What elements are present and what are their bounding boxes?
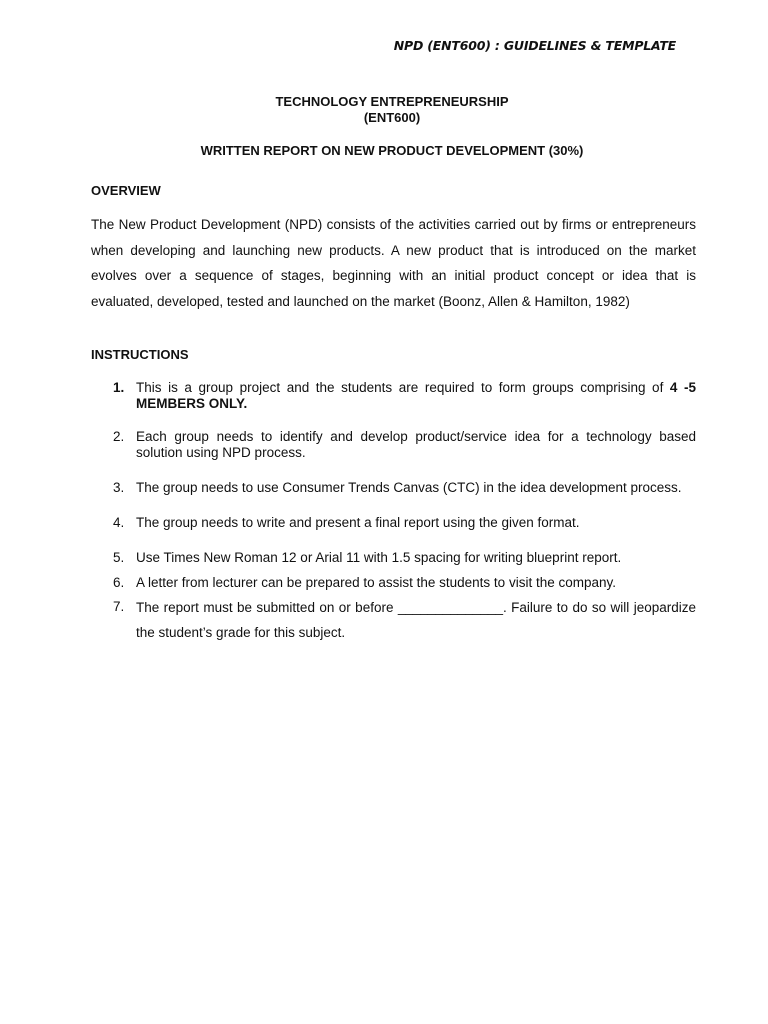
- list-item-number: 3.: [113, 480, 125, 495]
- list-item-text: A letter from lecturer can be prepared to assist the students to visit the company.: [136, 575, 616, 590]
- course-code: (ENT600): [363, 110, 421, 125]
- instructions-heading: INSTRUCTIONS: [91, 347, 189, 362]
- list-item-number: 5.: [113, 550, 125, 565]
- list-item-text: Use Times New Roman 12 or Arial 11 with 1.5 spacing for writing blueprint report.: [136, 550, 622, 565]
- list-item-number: 7.: [113, 599, 125, 614]
- list-item-number: 6.: [113, 575, 125, 590]
- course-title: TECHNOLOGY ENTREPRENEURSHIP: [275, 94, 509, 109]
- list-item-number: 2.: [113, 429, 125, 444]
- list-item-emphasis: 4 -5 MEMBERS ONLY.: [136, 380, 696, 411]
- list-item-text: Each group needs to identify and develop product/service idea for a technology based solution using NPD process.: [136, 429, 696, 460]
- overview-heading: OVERVIEW: [91, 183, 161, 198]
- list-item-text: The report must be submitted on or before ______________. Failure to do so will jeopardize the student’s grade for this subject.: [136, 600, 696, 640]
- list-item-number: 4.: [113, 515, 125, 530]
- list-item-text: The group needs to use Consumer Trends Canvas (CTC) in the idea development process.: [136, 480, 682, 495]
- list-item-text-part: This is a group project and the students are required to form groups comprising of: [136, 380, 670, 395]
- overview-paragraph: The New Product Development (NPD) consists of the activities carried out by firms or entrepreneurs when developing and launching new products. A new product that is introduced on the market evolves over a sequence of stages, beginning with an initial product concept or idea that is evaluated, developed, tested and launched on the market (Boonz, Allen & Hamilton, 1982): [91, 217, 696, 309]
- list-item-text: The group needs to write and present a final report using the given format.: [136, 515, 580, 530]
- list-item-number: 1.: [113, 380, 125, 395]
- list-item-text: [136, 380, 696, 412]
- report-title: WRITTEN REPORT ON NEW PRODUCT DEVELOPMENT (30%): [200, 143, 584, 158]
- running-header: NPD (ENT600) : GUIDELINES & TEMPLATE: [393, 38, 676, 53]
